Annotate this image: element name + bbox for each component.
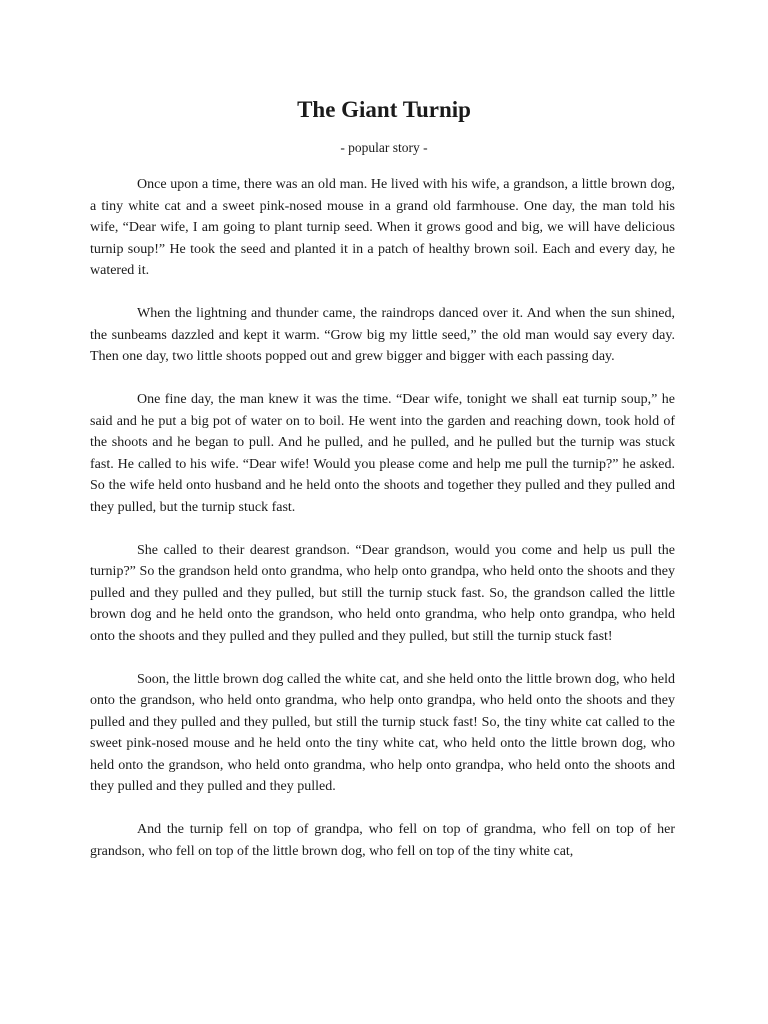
paragraph: Soon, the little brown dog called the white cat, and she held onto the little brown dog, who held onto the grandson, who held onto grandma, who help onto grandpa, who held onto the shoots and they pulled and they pulled and they pulled, but still the turnip stuck fast! So, the tiny white cat called to the sweet pink-nosed mouse and he held onto the tiny white cat, who held onto the little brown dog, who held onto the grandson, who held onto grandma, who help onto grandpa, who held onto the shoots and they pulled and they pulled and they pulled.	[90, 671, 675, 794]
paragraph: When the lightning and thunder came, the raindrops danced over it. And when the sun shined, the sunbeams dazzled and kept it warm. “Grow big my little seed,” the old man would say every day. Then one day, two little shoots popped out and grew bigger and bigger with each passing day.	[90, 306, 675, 364]
story-body	[90, 174, 675, 884]
document-subtitle: - popular story -	[340, 140, 428, 155]
document-title: The Giant Turnip	[297, 97, 471, 122]
paragraph: Once upon a time, there was an old man. He lived with his wife, a grandson, a little brown dog, a tiny white cat and a sweet pink-nosed mouse in a grand old farmhouse. One day, the man told his wife, “Dear wife, I am going to plant turnip seed. When it grows good and big, we will have delicious turnip soup!” He took the seed and planted it in a patch of healthy brown soil. Each and every day, he watered it.	[90, 177, 675, 278]
paragraph: One fine day, the man knew it was the time. “Dear wife, tonight we shall eat turnip soup,” he said and he put a big pot of water on to boil. He went into the garden and reaching down, took hold of the shoots and he began to pull. And he pulled, and he pulled, and he pulled but the turnip was stuck fast. He called to his wife. “Dear wife! Would you please come and help me pull the turnip?” he asked. So the wife held onto husband and he held onto the shoots and together they pulled and they pulled and they pulled, but the turnip stuck fast.	[90, 392, 675, 515]
paragraph: And the turnip fell on top of grandpa, who fell on top of grandma, who fell on top of her grandson, who fell on top of the little brown dog, who fell on top of the tiny white cat,	[90, 822, 675, 859]
paragraph: She called to their dearest grandson. “Dear grandson, would you come and help us pull the turnip?” So the grandson held onto grandma, who help onto grandpa, who held onto the shoots and they pulled and they pulled and they pulled, but still the turnip stuck fast. So, the grandson called the little brown dog and he held onto the grandson, who held onto grandma, who help onto grandpa, who held onto the shoots and they pulled and they pulled and they pulled, but still the turnip stuck fast!	[90, 542, 675, 644]
